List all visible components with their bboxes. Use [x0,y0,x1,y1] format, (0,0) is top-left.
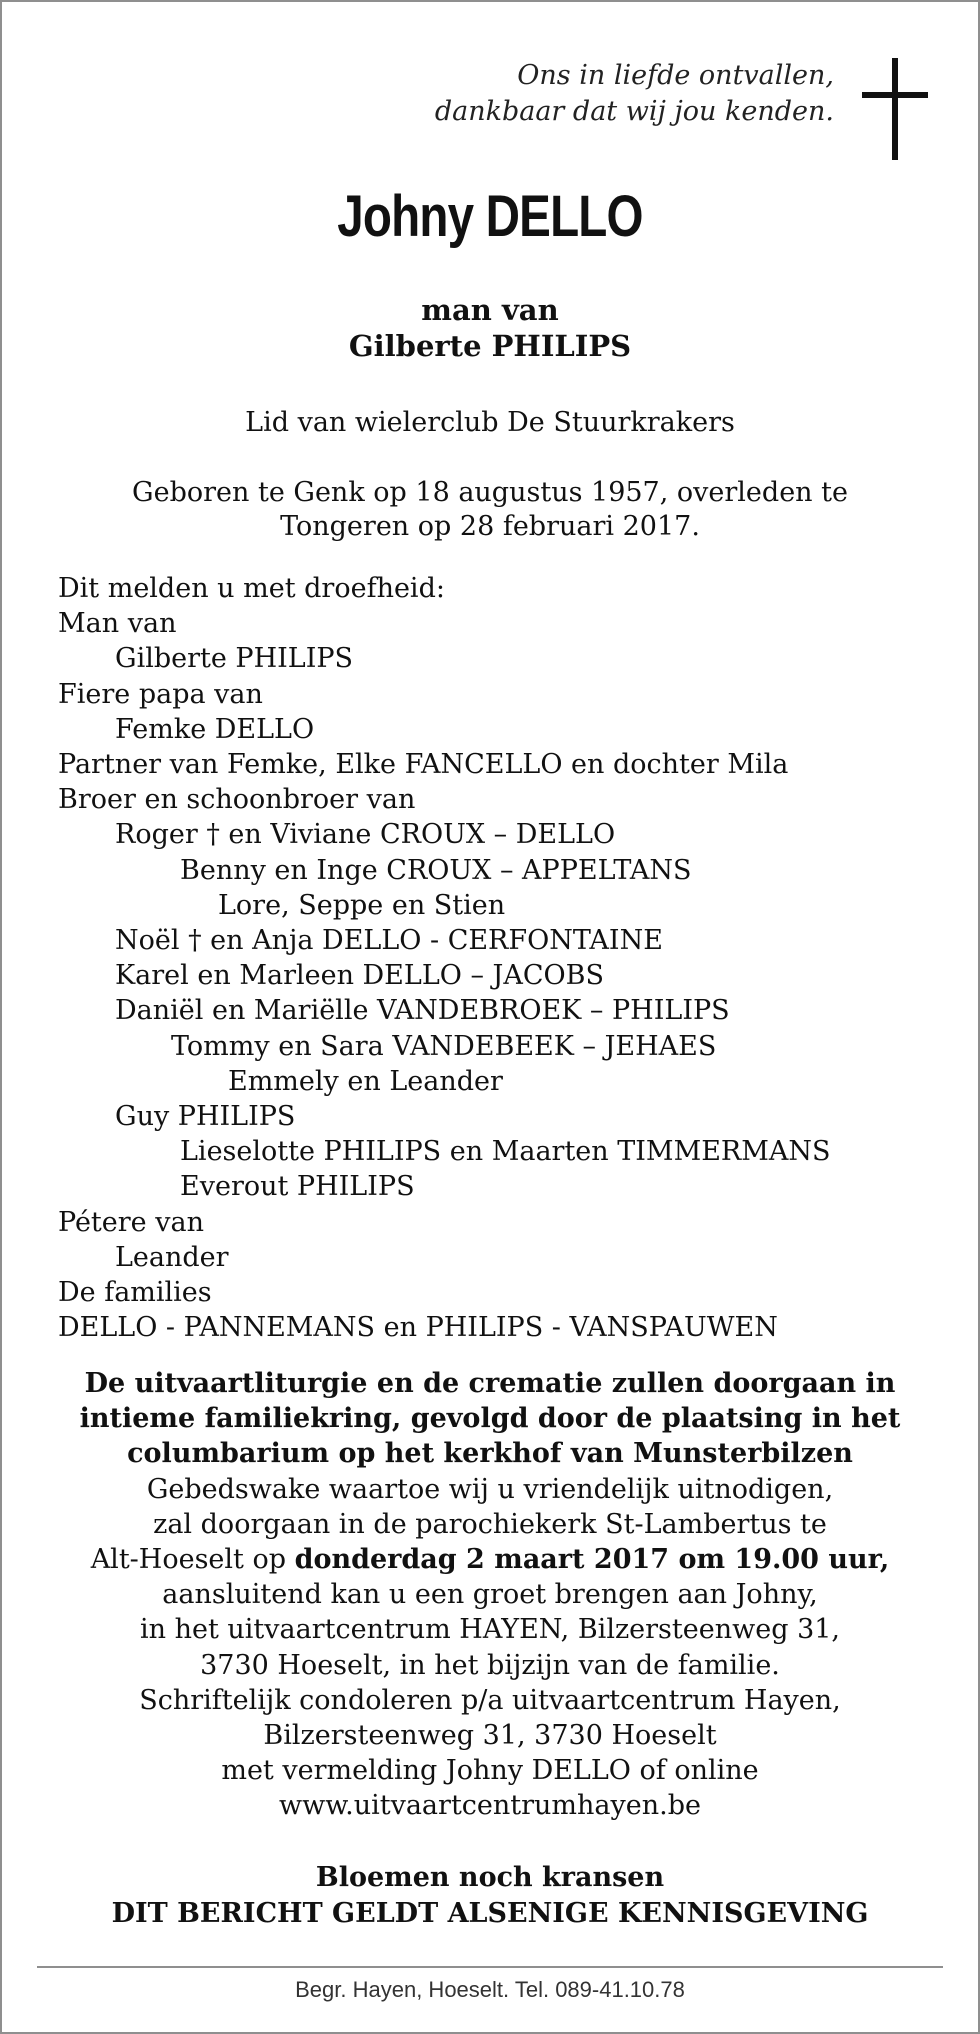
birth-line: Geboren te Genk op 18 augustus 1957, overleden te [132,477,848,508]
family-line: Pétere van [58,1206,204,1238]
family-line: Gilberte PHILIPS [115,643,354,675]
membership: Lid van wielerclub De Stuurkrakers [245,407,735,438]
death-line: Tongeren op 28 februari 2017. [280,511,700,542]
family-line: Broer en schoonbroer van [58,784,416,816]
service-line: Gebedswake waartoe wij u vriendelijk uitnodigen, [146,1473,834,1505]
family-line: Man van [58,608,177,640]
cross-icon [862,58,928,160]
closing [0,1860,980,1932]
family-line: DELLO - PANNEMANS en PHILIPS - VANSPAUWEN [58,1312,778,1344]
service-line-prefix: Alt-Hoeselt op [90,1544,287,1576]
family-line: Noël † en Anja DELLO - CERFONTAINE [115,925,663,957]
relation-label: man van [421,293,559,327]
service-bold-line: intieme familiekring, gevolgd door de plaatsing in het [79,1403,901,1435]
service-bold-line: De uitvaartliturgie en de crematie zullen doorgaan in [84,1368,896,1399]
spouse-name: Gilberte PHILIPS [348,329,632,363]
family-line: Fiere papa van [58,678,263,710]
footer-divider [37,1966,943,1968]
website-link[interactable]: www.uitvaartcentrumhayen.be [279,1790,701,1822]
service-line-date [0,1542,980,1577]
motto-line-2: dankbaar dat wij jou kenden. [434,96,834,127]
family-line: Guy PHILIPS [115,1101,296,1133]
family-line: Lore, Seppe en Stien [218,889,506,921]
motto [435,58,834,130]
birth-death [0,476,980,544]
family-line: Tommy en Sara VANDEBEEK – JEHAES [171,1030,717,1062]
footer-text: Begr. Hayen, Hoeselt. Tel. 089-41.10.78 [295,1977,685,2002]
family-line: Roger † en Viviane CROUX – DELLO [115,819,616,851]
family-line: Emmely en Leander [228,1065,503,1097]
service-info [0,1366,980,1824]
family-list [58,571,958,1345]
service-line: zal doorgaan in de parochiekerk St-Lambertus te [153,1508,827,1540]
service-line: Schriftelijk condoleren p/a uitvaartcentrum Hayen, [139,1684,841,1716]
family-line: Femke DELLO [115,713,315,745]
closing-line-1: Bloemen noch kransen [315,1862,665,1893]
family-line: Dit melden u met droefheid: [58,573,445,604]
service-line: met vermelding Johny DELLO of online [221,1755,759,1787]
family-line: Everout PHILIPS [180,1171,415,1203]
service-line: Bilzersteenweg 31, 3730 Hoeselt [263,1720,717,1752]
family-line: Leander [115,1241,229,1273]
service-line: aansluitend kan u een groet brengen aan Johny, [162,1579,818,1611]
service-line: in het uitvaartcentrum HAYEN, Bilzersteenweg 31, [139,1614,841,1646]
family-line: Daniël en Mariëlle VANDEBROEK – PHILIPS [115,995,730,1027]
family-line: Karel en Marleen DELLO – JACOBS [115,960,605,992]
service-bold-line: columbarium op het kerkhof van Munsterbilzen [127,1438,853,1470]
spouse-block [0,292,980,364]
closing-line-2: DIT BERICHT GELDT ALSENIGE KENNISGEVING [111,1898,869,1929]
family-line: De families [58,1277,212,1309]
family-line: Lieselotte PHILIPS en Maarten TIMMERMANS [180,1136,831,1168]
service-date: donderdag 2 maart 2017 om 19.00 uur, [294,1544,890,1576]
family-line: Benny en Inge CROUX – APPELTANS [180,854,692,886]
deceased-name: Johny DELLO [337,184,643,249]
family-line: Partner van Femke, Elke FANCELLO en dochter Mila [58,749,789,781]
motto-line-1: Ons in liefde ontvallen, [517,60,834,91]
service-line: 3730 Hoeselt, in het bijzijn van de familie. [200,1649,780,1681]
